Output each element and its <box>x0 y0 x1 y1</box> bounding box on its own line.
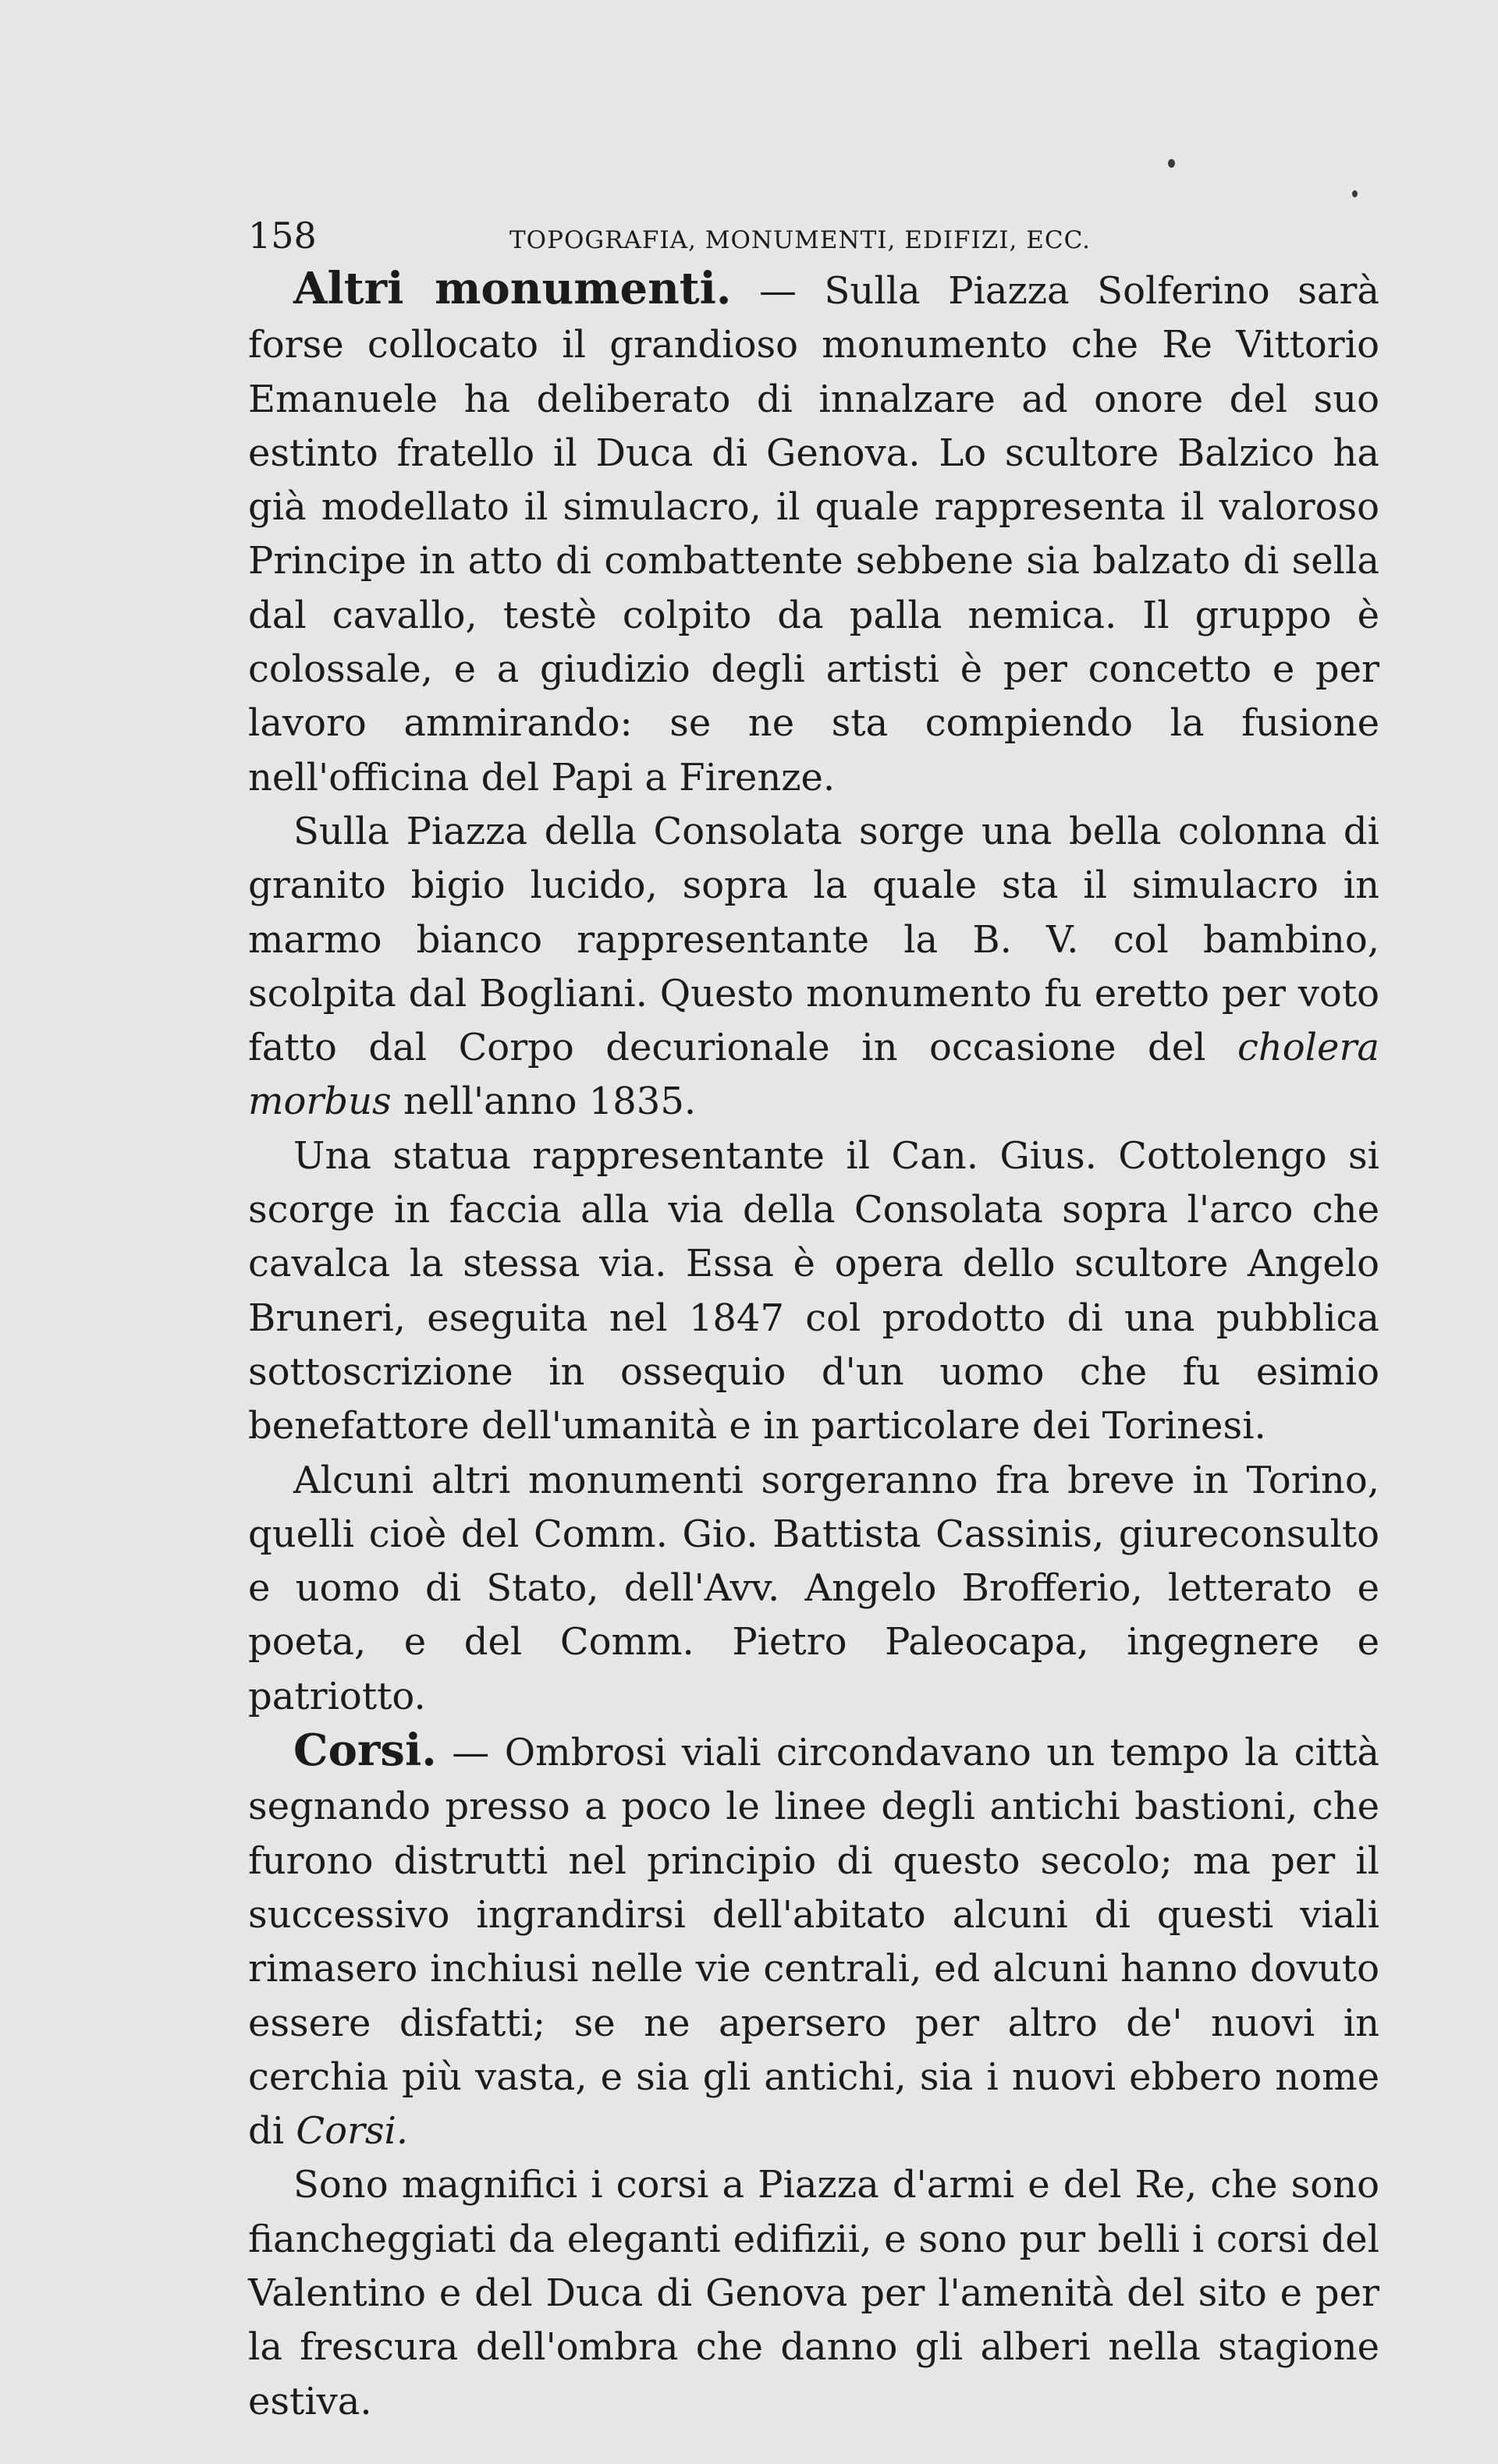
italic-term: cholera morbus <box>248 1026 1379 1124</box>
paragraph-altri-monumenti-2 <box>248 805 1379 1129</box>
section-heading-corsi: Corsi. <box>293 1725 437 1777</box>
paragraph-altri-monumenti-1 <box>248 262 1379 805</box>
paragraph-text: Sulla Piazza della Consolata sorge una bella colonna di granito bigio lucido, sopra la quale sta il simulacro in marmo bianco rappresentante la B. V. col bambino, scolpita dal Bogliani. Questo monumento fu eretto per voto fatto dal Corpo decurionale in occasione del <box>248 809 1379 1070</box>
running-title: TOPOGRAFIA, MONUMENTI, EDIFIZI, ECC. <box>509 226 1092 254</box>
body-text <box>248 262 1379 2429</box>
paragraph-text: — Sulla Piazza Solferino sarà forse collocato il grandioso monumento che Re Vittorio Emanuele ha deliberato di innalzare ad onore del suo estinto fratello il Duca di Genova. Lo scultore Balzico ha già modellato il simulacro, il quale rappresenta il valoroso Principe in atto di combattente sebbene sia balzato di sella dal cavallo, testè colpito da palla nemica. Il gruppo è colossale, e a giudizio degli artisti è per concetto e per lavoro ammirando: se ne sta compiendo la fusione nell'officina del Papi a Firenze. <box>248 269 1380 799</box>
paragraph-corsi-2: Sono magnifici i corsi a Piazza d'armi e del Re, che sono fiancheggiati da eleganti edifizii, e sono pur belli i corsi del Valentino e del Duca di Genova per l'amenità del sito e per la frescura dell'ombra che danno gli alberi nella stagione estiva. <box>248 2163 1379 2423</box>
page-number: 158 <box>248 214 317 257</box>
paragraph-text: — Ombrosi viali circondavano un tempo la città segnando presso a poco le linee degli antichi bastioni, che furono distrutti nel principio di questo secolo; ma per il successivo ingrandirsi dell'abitato alcuni di questi viali rimasero inchiusi nelle vie centrali, ed alcuni hanno dovuto essere disfatti; se ne apersero per altro de' nuovi in cerchia più vasta, e sia gli antichi, sia i nuovi ebbero nome di <box>248 1731 1379 2154</box>
paragraph-altri-monumenti-4: Alcuni altri monumenti sorgeranno fra breve in Torino, quelli cioè del Comm. Gio. Battista Cassinis, giureconsulto e uomo di Stato, dell'Avv. Angelo Brofferio, letterato e poeta, e del Comm. Pietro Paleocapa, ingegnere e patriotto. <box>248 1458 1379 1718</box>
paragraph-text: nell'anno 1835. <box>391 1080 697 1124</box>
paragraph-altri-monumenti-3: Una statua rappresentante il Can. Gius. Cottolengo si scorge in faccia alla via della Consolata sopra l'arco che cavalca la stessa via. Essa è opera dello scultore Angelo Bruneri, eseguita nel 1847 col prodotto di una pubblica sottoscrizione in ossequio d'un uomo che fu esimio benefattore dell'umanità e in particolare dei Torinesi. <box>248 1133 1379 1448</box>
paragraph-corsi-1 <box>248 1724 1379 2158</box>
italic-term: Corsi. <box>296 2109 409 2154</box>
section-heading-altri-monumenti: Altri monumenti. <box>293 263 732 314</box>
scan-speck <box>1352 190 1358 197</box>
running-head <box>248 204 1379 267</box>
scan-speck <box>1168 159 1175 168</box>
